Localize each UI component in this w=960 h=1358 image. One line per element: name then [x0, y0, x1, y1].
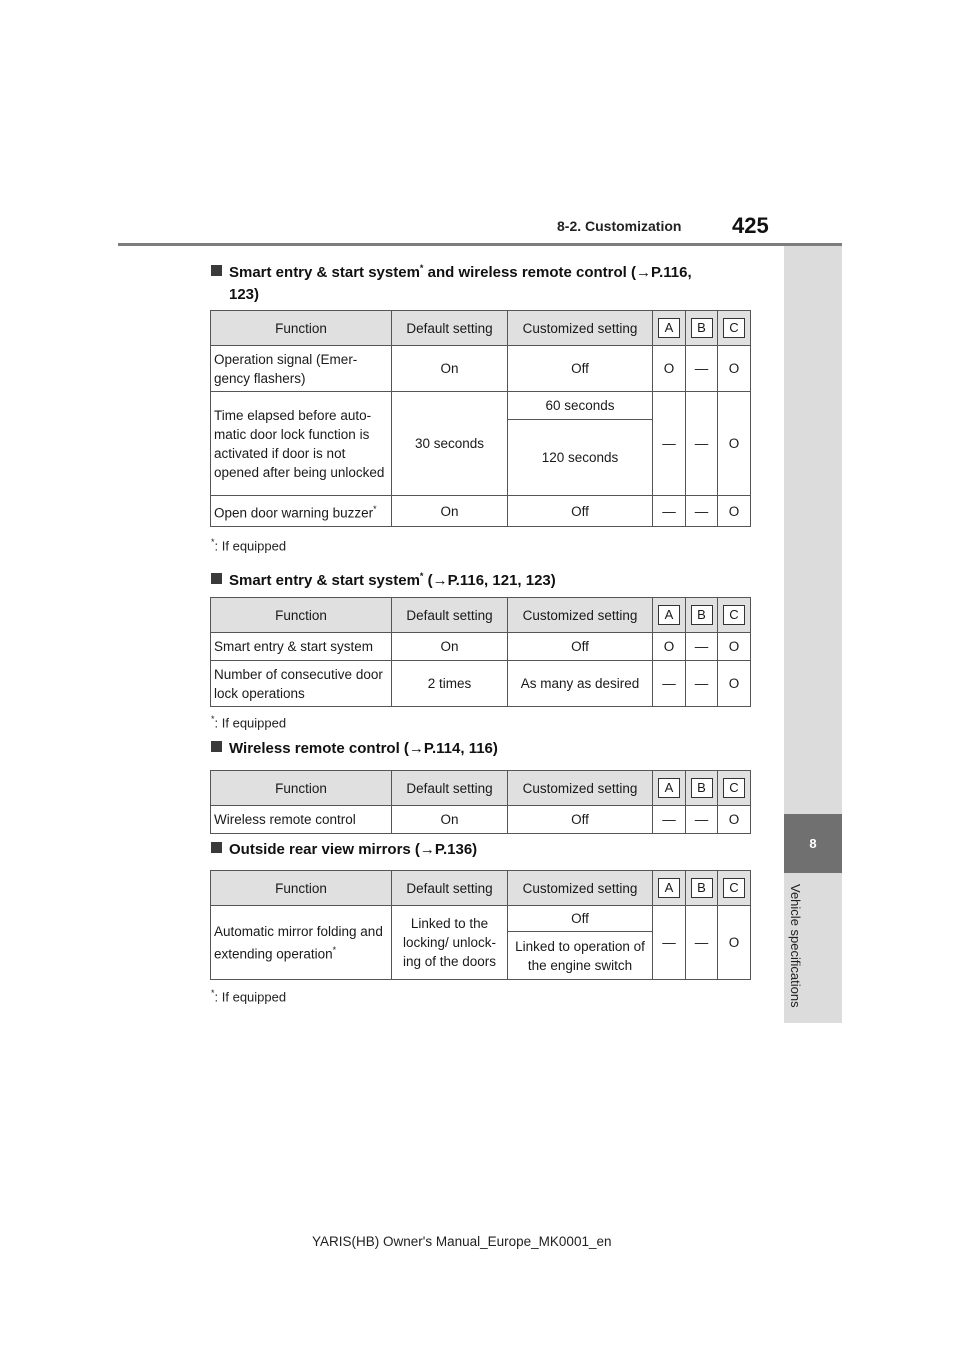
square-bullet-icon — [211, 741, 222, 752]
letter-c-icon: C — [723, 605, 745, 625]
footer-manual-id: YARIS(HB) Owner's Manual_Europe_MK0001_en — [312, 1234, 612, 1249]
chapter-label: Vehicle specifications — [788, 884, 803, 1008]
arrow-right-icon: → — [636, 264, 651, 281]
footnote-mark: * — [332, 944, 337, 955]
table-smart-entry-wireless — [210, 310, 751, 527]
header-customized: Customized setting — [508, 598, 653, 633]
table-row: Number of consecutive door lock operations 2 times As many as desired — — O — [211, 661, 751, 707]
square-bullet-icon — [211, 265, 222, 276]
letter-a-icon: A — [658, 878, 680, 898]
header-customized: Customized setting — [508, 771, 653, 806]
section-title: 8-2. Customization — [557, 218, 682, 234]
letter-a-icon: A — [658, 605, 680, 625]
table-row: Smart entry & start system On Off O — O — [211, 633, 751, 661]
table-row: Operation signal (Emer-gency flashers) On Off O — O — [211, 346, 751, 392]
header-default: Default setting — [392, 871, 508, 906]
table-header-row — [211, 311, 751, 346]
heading-smart-entry-wireless: Smart entry & start system* and wireless remote control (→P.116, 123) — [211, 257, 692, 306]
table-header-row — [211, 771, 751, 806]
letter-b-icon: B — [691, 778, 713, 798]
table-row: Open door warning buzzer* On Off — — O — [211, 496, 751, 527]
header-customized: Customized setting — [508, 311, 653, 346]
table-smart-entry — [210, 597, 751, 707]
letter-c-icon: C — [723, 778, 745, 798]
header-function: Function — [211, 598, 392, 633]
heading-outside-mirrors: Outside rear view mirrors (→P.136) — [211, 839, 477, 861]
footnote-mark: * — [419, 571, 424, 581]
arrow-right-icon: → — [419, 841, 435, 858]
arrow-right-icon: → — [432, 572, 448, 589]
table-row: 120 seconds — [211, 420, 751, 496]
footnote: *: If equipped — [211, 537, 287, 554]
table-row: Linked to operation of the engine switch — [211, 932, 751, 980]
heading-wireless-remote: Wireless remote control (→P.114, 116) — [211, 738, 498, 760]
footnote-mark: * — [373, 503, 377, 514]
table-row: Wireless remote control On Off — — O — [211, 806, 751, 834]
header-default: Default setting — [392, 311, 508, 346]
page-number: 425 — [732, 213, 769, 238]
chapter-number: 8 — [809, 836, 817, 851]
header-customized: Customized setting — [508, 871, 653, 906]
letter-b-icon: B — [691, 605, 713, 625]
letter-b-icon: B — [691, 878, 713, 898]
chapter-tab — [784, 814, 842, 873]
letter-a-icon: A — [658, 318, 680, 338]
header-default: Default setting — [392, 598, 508, 633]
table-header-row — [211, 598, 751, 633]
square-bullet-icon — [211, 842, 222, 853]
letter-a-icon: A — [658, 778, 680, 798]
footnote: *: If equipped — [211, 714, 287, 731]
table-outside-mirrors — [210, 870, 751, 980]
header-function: Function — [211, 311, 392, 346]
square-bullet-icon — [211, 573, 222, 584]
header-default: Default setting — [392, 771, 508, 806]
arrow-right-icon: → — [408, 740, 424, 757]
table-wireless-remote — [210, 770, 751, 834]
table-row: Automatic mirror folding and extending operation* Linked to the locking/ unlock-ing of the doors Off — — O — [211, 906, 751, 932]
letter-b-icon: B — [691, 318, 713, 338]
footnote: *: If equipped — [211, 988, 287, 1005]
table-row: Time elapsed before auto-matic door lock function is activated if door is not opened after being unlocked 30 seconds 60 seconds — — O — [211, 392, 751, 420]
letter-c-icon: C — [723, 878, 745, 898]
header-function: Function — [211, 771, 392, 806]
table-header-row — [211, 871, 751, 906]
letter-c-icon: C — [723, 318, 745, 338]
heading-smart-entry: Smart entry & start system* (→P.116, 121, 123) — [211, 565, 556, 592]
header-rule — [118, 243, 842, 246]
header-function: Function — [211, 871, 392, 906]
side-tab-bar-top — [784, 246, 842, 814]
footnote-mark: * — [419, 263, 424, 273]
